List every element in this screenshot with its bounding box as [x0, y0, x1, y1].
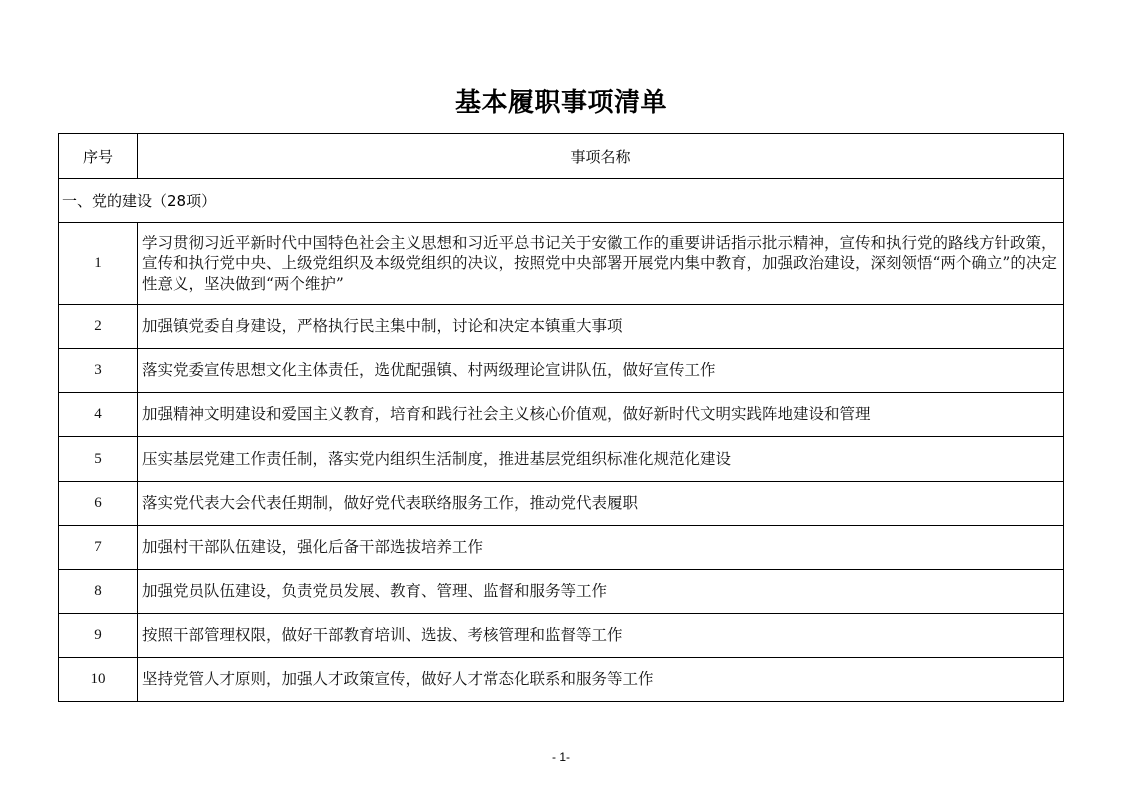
row-name: 学习贯彻习近平新时代中国特色社会主义思想和习近平总书记关于安徽工作的重要讲话指示批示精神，宣传和执行党的路线方针政策，宣传和执行党中央、上级党组织及本级党组织的决议，按照党中央部署开展党内集中教育，加强政治建设，深刻领悟“两个确立”的决定性意义，坚决做到“两个维护” — [138, 223, 1064, 305]
row-index: 8 — [59, 570, 138, 614]
table-row — [59, 393, 1064, 437]
header-name: 事项名称 — [138, 134, 1064, 179]
page-number: - 1- — [552, 750, 570, 764]
table-header-row — [59, 134, 1064, 179]
row-index: 4 — [59, 393, 138, 437]
row-name: 落实党代表大会代表任期制，做好党代表联络服务工作，推动党代表履职 — [138, 482, 1064, 526]
row-name: 压实基层党建工作责任制，落实党内组织生活制度，推进基层党组织标准化规范化建设 — [138, 437, 1064, 482]
row-name: 加强党员队伍建设，负责党员发展、教育、管理、监督和服务等工作 — [138, 570, 1064, 614]
row-name: 坚持党管人才原则，加强人才政策宣传，做好人才常态化联系和服务等工作 — [138, 658, 1064, 702]
row-index: 5 — [59, 437, 138, 482]
section-title: 一、党的建设（28项） — [59, 179, 1064, 223]
row-name: 落实党委宣传思想文化主体责任，选优配强镇、村两级理论宣讲队伍，做好宣传工作 — [138, 349, 1064, 393]
table-row — [59, 305, 1064, 349]
row-index: 9 — [59, 614, 138, 658]
table-row — [59, 614, 1064, 658]
row-name: 按照干部管理权限，做好干部教育培训、选拔、考核管理和监督等工作 — [138, 614, 1064, 658]
table-row — [59, 437, 1064, 482]
header-index: 序号 — [59, 134, 138, 179]
table-row — [59, 570, 1064, 614]
row-index: 1 — [59, 223, 138, 305]
document-title: 基本履职事项清单 — [454, 88, 667, 118]
row-name: 加强村干部队伍建设，强化后备干部选拔培养工作 — [138, 526, 1064, 570]
section-row — [59, 179, 1064, 223]
table-row — [59, 482, 1064, 526]
table-row — [59, 526, 1064, 570]
row-index: 2 — [59, 305, 138, 349]
table-row — [59, 223, 1064, 305]
row-name: 加强精神文明建设和爱国主义教育，培育和践行社会主义核心价值观，做好新时代文明实践阵地建设和管理 — [138, 393, 1064, 437]
row-index: 3 — [59, 349, 138, 393]
row-name: 加强镇党委自身建设，严格执行民主集中制，讨论和决定本镇重大事项 — [138, 305, 1064, 349]
row-index: 10 — [59, 658, 138, 702]
table-row — [59, 658, 1064, 702]
row-index: 6 — [59, 482, 138, 526]
table-row — [59, 349, 1064, 393]
duty-table — [58, 133, 1064, 702]
row-index: 7 — [59, 526, 138, 570]
